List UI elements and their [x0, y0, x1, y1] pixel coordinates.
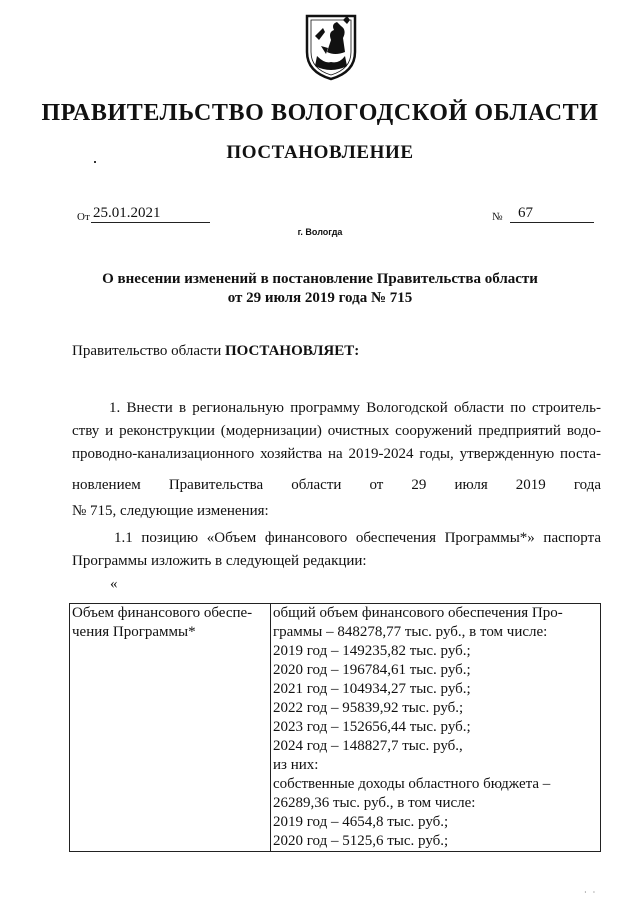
value-line: собственные доходы областного бюджета –: [273, 776, 551, 792]
paragraph-2-line-1: 1.1 позицию «Объем финансового обеспечения Программы*» паспорта: [114, 530, 601, 546]
value-line: общий объем финансового обеспечения Про-: [273, 605, 563, 621]
subject-line-2: от 29 июля 2019 года № 715: [227, 290, 413, 306]
label-line: чения Программы*: [72, 624, 196, 640]
intro-statement: [72, 343, 359, 360]
intro-verb: ПОСТАНОВЛЯЕТ:: [224, 343, 360, 359]
value-line: 2020 год – 5125,6 тыс. руб.;: [273, 833, 449, 849]
document-type: ПОСТАНОВЛЕНИЕ: [226, 142, 414, 163]
intro-prefix: Правительство области: [72, 343, 222, 359]
value-line: 2021 год – 104934,27 тыс. руб.;: [273, 681, 471, 697]
value-line: 2019 год – 4654,8 тыс. руб.;: [273, 814, 449, 830]
opening-quote: «: [110, 576, 118, 592]
city-name: г. Вологда: [297, 227, 343, 237]
paragraph-1-line-3: проводно-канализационного хозяйства на 2019-2024 годы, утвержденную поста-: [72, 446, 601, 462]
value-line: из них:: [273, 757, 319, 773]
table-row: [70, 604, 601, 852]
paragraph-1-line-5: № 715, следующие изменения:: [72, 503, 269, 519]
number-label: №: [492, 211, 503, 223]
date-label: От: [77, 211, 90, 223]
passport-table: [69, 603, 601, 852]
value-line: 2019 год – 149235,82 тыс. руб.;: [273, 643, 471, 659]
stray-dot: [94, 161, 96, 163]
paragraph-2-line-2: Программы изложить в следующей редакции:: [72, 553, 367, 569]
scan-marks: · ·: [584, 888, 598, 897]
document-date: 25.01.2021: [91, 205, 210, 223]
label-line: Объем финансового обеспе-: [72, 605, 253, 621]
subject-line-1: О внесении изменений в постановление Правительства области: [102, 271, 538, 287]
value-line: граммы – 848278,77 тыс. руб., в том числе:: [273, 624, 548, 640]
document-number: 67: [510, 205, 594, 223]
coat-of-arms-icon: [301, 12, 361, 82]
value-line: 2020 год – 196784,61 тыс. руб.;: [273, 662, 471, 678]
paragraph-1-line-1: 1. Внести в региональную программу Вологодской области по строитель-: [109, 400, 601, 416]
value-line: 2022 год – 95839,92 тыс. руб.;: [273, 700, 464, 716]
government-title: ПРАВИТЕЛЬСТВО ВОЛОГОДСКОЙ ОБЛАСТИ: [41, 100, 599, 126]
paragraph-1-line-4: новлением Правительства области от 29 июля 2019 года: [72, 477, 601, 493]
table-cell-value: [271, 604, 601, 852]
value-line: 26289,36 тыс. руб., в том числе:: [273, 795, 476, 811]
paragraph-1-line-2: ству и реконструкции (модернизации) очистных сооружений предприятий водо-: [72, 423, 601, 439]
table-cell-label: [70, 604, 271, 852]
value-line: 2023 год – 152656,44 тыс. руб.;: [273, 719, 471, 735]
value-line: 2024 год – 148827,7 тыс. руб.,: [273, 738, 463, 754]
